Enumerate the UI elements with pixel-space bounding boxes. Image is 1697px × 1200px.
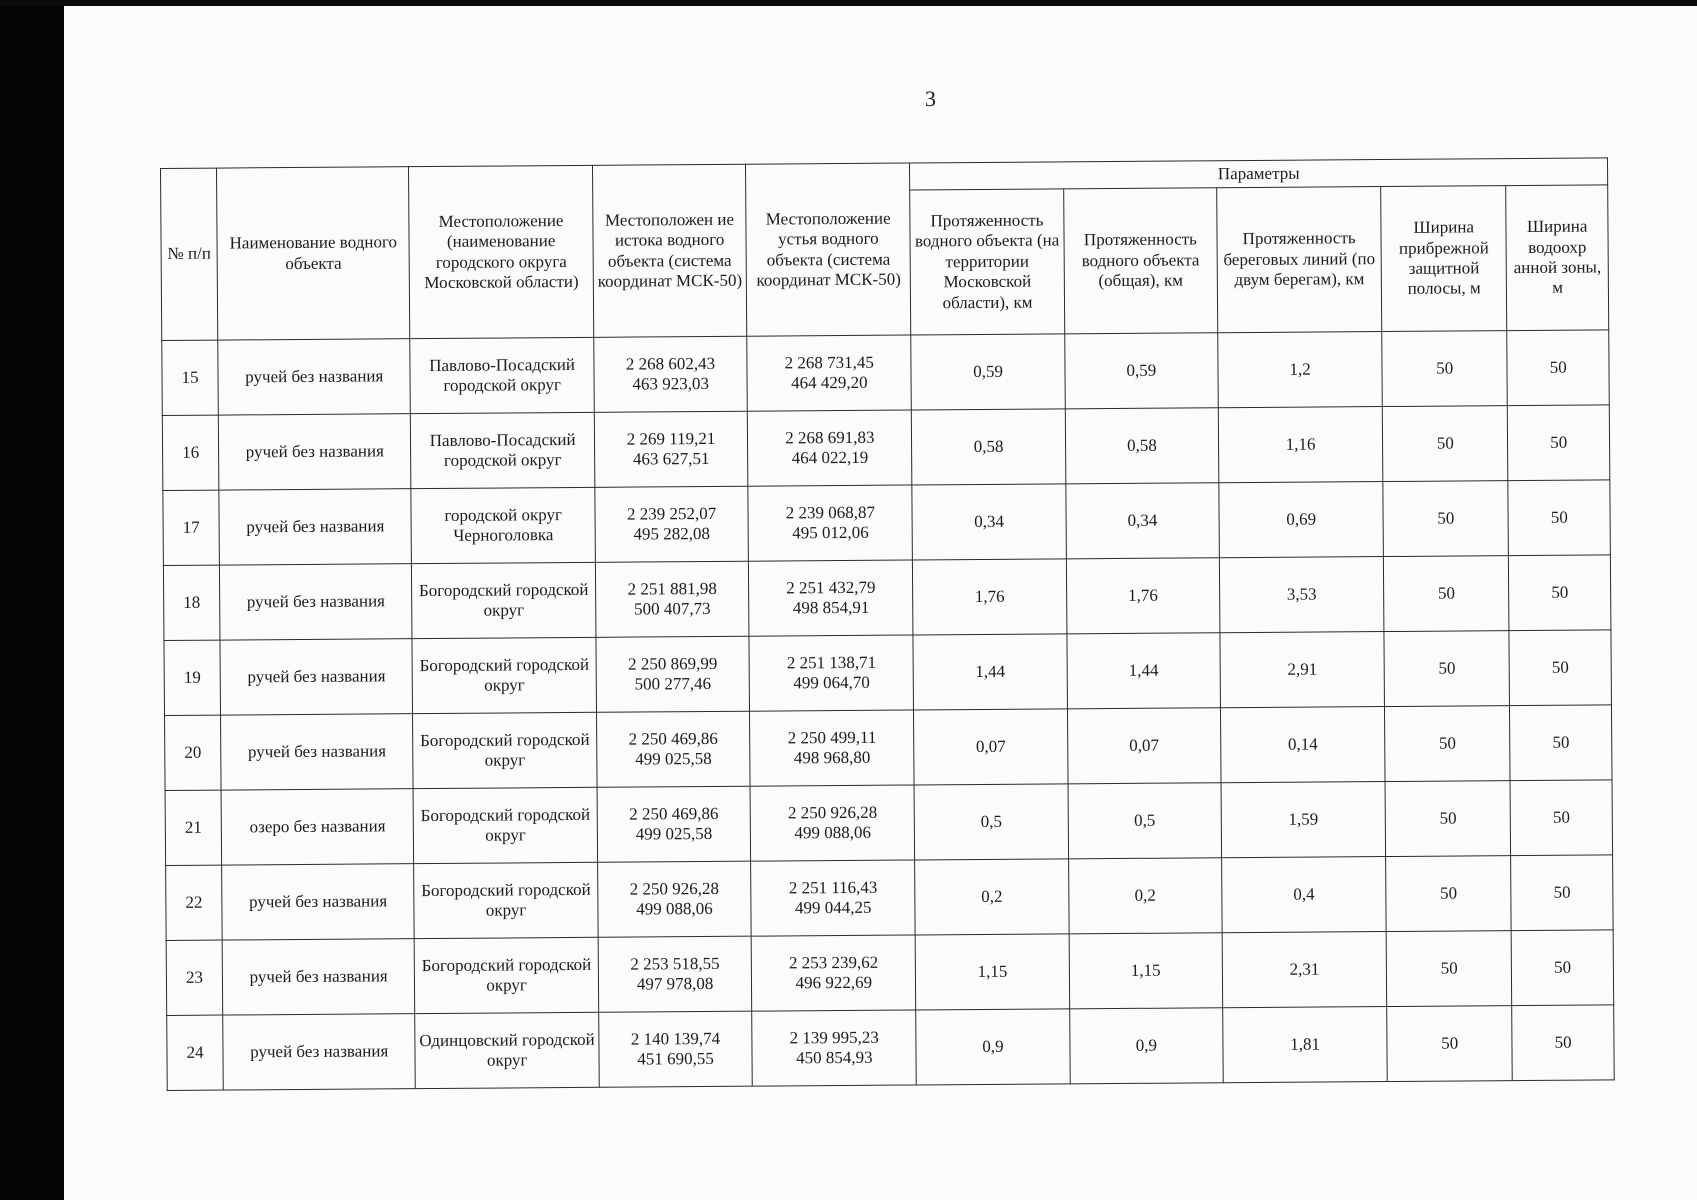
cell-coastal-strip: 50 [1385,706,1511,782]
cell-location: Богородский городской округ [412,637,596,713]
cell-coastal-strip: 50 [1386,931,1512,1007]
cell-shore-length: 1,16 [1218,407,1383,483]
cell-name: ручей без названия [222,864,415,940]
cell-shore-length: 0,14 [1221,707,1386,783]
cell-length-total: 0,58 [1065,408,1219,484]
cell-protection-zone: 50 [1510,780,1612,856]
cell-shore-length: 1,81 [1223,1007,1388,1083]
cell-name: ручей без названия [221,714,414,790]
header-mouth: Местоположение устья водного объекта (система координат МСК-50) [746,163,911,336]
cell-name: ручей без названия [218,339,411,415]
cell-num: 16 [162,415,219,490]
cell-mouth [749,560,914,636]
cell-source [599,1011,753,1087]
cell-source-x: 2 140 139,74 [630,1028,721,1049]
cell-name: ручей без названия [220,564,413,640]
cell-source [596,636,750,712]
cell-mouth [748,410,913,486]
cell-source-y: 451 690,55 [637,1048,714,1069]
cell-coastal-strip: 50 [1382,331,1508,407]
table-row [162,330,1610,416]
cell-source-x: 2 250 469,86 [628,728,718,749]
cell-length-total: 1,76 [1066,558,1220,634]
cell-name: ручей без названия [219,489,412,565]
table-row [162,405,1610,491]
cell-shore-length: 0,4 [1222,857,1387,933]
cell-source-y: 500 407,73 [633,598,711,619]
cell-length-region: 0,9 [916,1009,1070,1085]
cell-num: 21 [165,790,222,865]
cell-source-x: 2 250 869,99 [628,653,718,674]
cell-shore-length: 1,59 [1221,782,1386,858]
cell-length-total: 0,5 [1068,783,1222,859]
cell-source-y: 463 923,03 [632,373,709,394]
cell-source-y: 499 025,58 [635,823,713,844]
cell-coastal-strip: 50 [1385,781,1511,857]
cell-source-y: 499 088,06 [636,898,713,919]
cell-length-region: 0,34 [912,484,1066,560]
cell-shore-length: 0,69 [1219,482,1384,558]
cell-mouth [748,485,913,561]
cell-protection-zone: 50 [1510,705,1612,781]
cell-source-x: 2 250 469,86 [629,803,719,824]
cell-name: ручей без названия [220,639,413,715]
cell-num: 23 [166,940,223,1015]
cell-mouth-y: 499 088,06 [794,822,872,843]
cell-protection-zone: 50 [1511,855,1613,931]
cell-source-y: 499 025,58 [635,748,712,769]
header-name: Наименование водного объекта [217,167,410,340]
cell-protection-zone: 50 [1509,630,1611,706]
table-row [165,705,1613,791]
cell-source [594,336,748,412]
cell-num: 17 [163,490,220,565]
cell-coastal-strip: 50 [1382,406,1508,482]
cell-location: Богородский городской округ [413,787,597,863]
cell-num: 20 [165,715,222,790]
cell-name: ручей без названия [218,414,411,490]
cell-source [598,861,752,937]
cell-num: 24 [167,1015,224,1090]
cell-source-y: 500 277,46 [634,673,712,694]
cell-source-x: 2 268 602,43 [625,353,716,374]
cell-mouth [751,935,916,1011]
cell-mouth-x: 2 250 926,28 [787,802,878,823]
cell-source-x: 2 251 881,98 [627,578,717,599]
cell-length-region: 0,07 [914,709,1068,785]
cell-length-total: 1,44 [1067,633,1221,709]
cell-protection-zone: 50 [1512,1005,1614,1081]
cell-coastal-strip: 50 [1384,556,1510,632]
header-source: Местоположен ие истока водного объекта (система координат МСК-50) [592,164,747,337]
cell-coastal-strip: 50 [1387,1006,1513,1082]
cell-num: 22 [166,865,223,940]
cell-length-total: 0,2 [1068,858,1222,934]
header-num: № п/п [161,168,218,340]
header-shore-length: Протяженность береговых линий (по двум берегам), км [1217,187,1382,333]
cell-shore-length: 2,31 [1222,932,1387,1008]
cell-source-x: 2 250 926,28 [629,878,720,899]
cell-source [598,936,752,1012]
cell-length-total: 0,34 [1066,483,1220,559]
cell-length-region: 0,2 [915,859,1069,935]
cell-mouth [750,710,915,786]
cell-length-region: 0,5 [914,784,1068,860]
cell-length-total: 0,07 [1067,708,1221,784]
cell-location: Богородский городской округ [412,562,596,638]
page-number: 3 [924,85,937,112]
cell-length-region: 1,15 [916,934,1070,1010]
table-row [165,780,1613,866]
cell-source-y: 497 978,08 [636,973,714,994]
water-objects-table-wrapper [160,157,1615,1091]
scan-left-border [0,0,64,1200]
table-row [166,855,1614,941]
cell-mouth [749,635,914,711]
cell-mouth-x: 2 268 691,83 [785,427,875,448]
cell-mouth-x: 2 251 116,43 [788,877,878,898]
table-row [164,630,1612,716]
cell-source [594,411,748,487]
table-header [161,158,1609,341]
table-row [167,1005,1615,1091]
cell-source [596,711,750,787]
cell-source [595,561,749,637]
cell-source [597,786,751,862]
header-length-region: Протяженность водного объекта (на территории Московской области), км [910,189,1064,335]
cell-location: городской округ Черноголовка [411,487,595,563]
cell-mouth-y: 499 044,25 [794,897,872,918]
cell-location: Богородский городской округ [414,937,598,1013]
cell-mouth-x: 2 239 068,87 [785,502,876,523]
cell-source-y: 463 627,51 [632,448,710,469]
cell-source [595,486,749,562]
cell-mouth-y: 496 922,69 [795,972,873,993]
cell-mouth-y: 450 854,93 [796,1047,873,1068]
cell-length-region: 1,44 [913,634,1067,710]
cell-mouth-x: 2 250 499,11 [787,727,877,748]
cell-length-region: 1,76 [913,559,1067,635]
table-body [162,330,1614,1091]
cell-source-y: 495 282,08 [633,523,711,544]
cell-shore-length: 1,2 [1218,332,1383,408]
cell-mouth [747,335,912,411]
header-protection-zone: Ширина водоохр анной зоны, м [1506,185,1609,331]
cell-location: Павлово-Посадский городской округ [410,337,594,413]
cell-location: Богородский городской округ [414,862,598,938]
cell-location: Богородский городской округ [413,712,597,788]
cell-coastal-strip: 50 [1384,631,1510,707]
water-objects-table [160,157,1615,1091]
table-row [166,930,1614,1016]
cell-name: ручей без названия [223,1014,416,1090]
cell-shore-length: 2,91 [1220,632,1385,708]
cell-mouth-y: 498 968,80 [793,747,871,768]
cell-length-total: 0,9 [1069,1008,1223,1084]
header-length-total: Протяженность водного объекта (общая), км [1063,188,1217,334]
cell-num: 15 [162,340,219,415]
cell-mouth-y: 464 429,20 [791,372,868,393]
cell-length-region: 0,58 [912,409,1066,485]
cell-num: 19 [164,640,221,715]
cell-location: Одинцовский городской округ [415,1012,599,1088]
cell-coastal-strip: 50 [1386,856,1512,932]
cell-length-total: 1,15 [1069,933,1223,1009]
cell-protection-zone: 50 [1507,330,1609,406]
cell-source-x: 2 239 252,07 [626,503,717,524]
cell-protection-zone: 50 [1509,555,1611,631]
header-location: Местоположение (наименование городского округа Московской области) [409,165,594,338]
cell-num: 18 [163,565,220,640]
cell-mouth-x: 2 268 731,45 [784,352,874,373]
cell-mouth-x: 2 139 995,23 [789,1027,879,1048]
cell-mouth [751,860,916,936]
cell-location: Павлово-Посадский городской округ [411,412,595,488]
cell-source-x: 2 269 119,21 [626,428,716,449]
cell-coastal-strip: 50 [1383,481,1509,557]
cell-name: ручей без названия [222,939,415,1015]
cell-length-total: 0,59 [1064,333,1218,409]
header-coastal-strip: Ширина прибрежной защитной полосы, м [1381,186,1507,332]
cell-length-region: 0,59 [911,334,1065,410]
header-parameters-group: Параметры [910,158,1608,190]
cell-mouth-y: 495 012,06 [792,522,869,543]
cell-shore-length: 3,53 [1219,557,1384,633]
cell-protection-zone: 50 [1512,930,1614,1006]
cell-mouth-x: 2 251 432,79 [786,577,876,598]
cell-protection-zone: 50 [1508,405,1610,481]
cell-protection-zone: 50 [1508,480,1610,556]
table-row [163,480,1611,566]
table-row [163,555,1611,641]
cell-mouth [752,1010,917,1086]
cell-mouth-y: 499 064,70 [793,672,870,693]
cell-source-x: 2 253 518,55 [630,953,720,974]
cell-mouth-x: 2 251 138,71 [786,652,877,673]
cell-name: озеро без названия [221,789,414,865]
cell-mouth-y: 498 854,91 [792,597,870,618]
cell-mouth-y: 464 022,19 [791,447,869,468]
cell-mouth [750,785,915,861]
cell-mouth-x: 2 253 239,62 [788,952,879,973]
